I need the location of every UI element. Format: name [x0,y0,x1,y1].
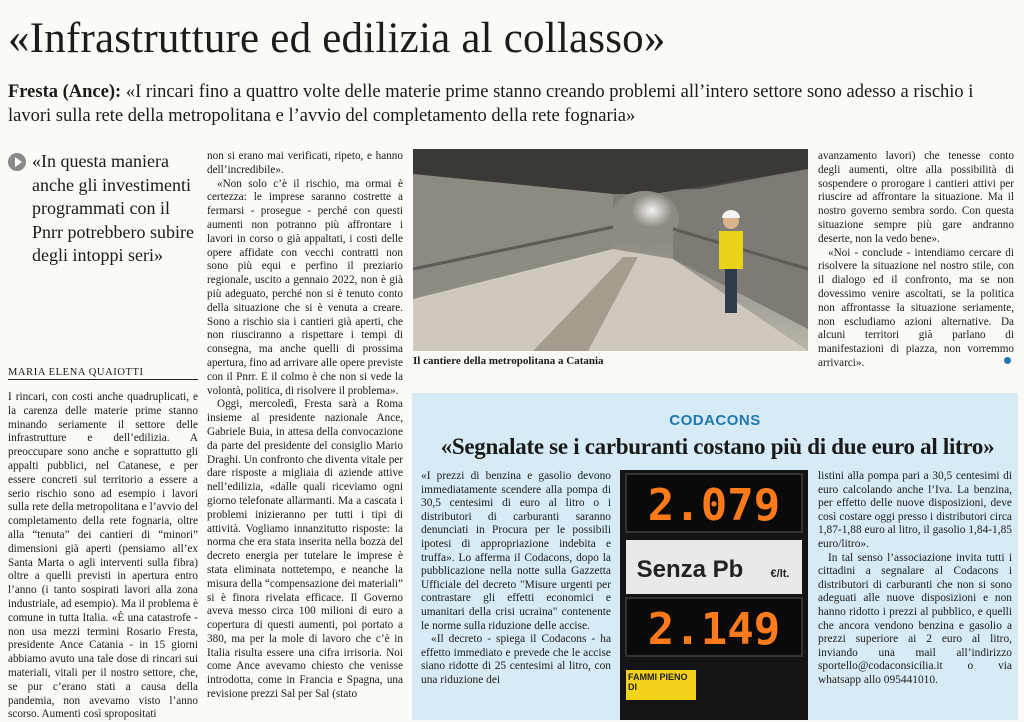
article-column-2 [207,150,403,702]
sidebar-column-2 [818,470,1012,688]
price-unit: €/lt. [770,568,790,580]
paragraph: non si erano mai verificati, ripeto, e hanno dell’incredibile». [207,150,403,176]
sidebar-column-1 [421,470,611,688]
paragraph: «Noi - conclude - intendiamo cercare di risolvere la situazione nel nostro stile, con il dialogo ed il confronto, ma se non dovessimo venire ascoltati, se la politica non affrontasse la situazione seriamente, non escludiamo azioni alternative. Da alcuni territori già parlano di manifestazioni di piazza, non vorremmo arrivarci». [818,246,1014,369]
arrow-bullet-icon [8,153,26,171]
byline: MARIA ELENA QUAIOTTI [8,367,198,380]
paragraph: «Non solo c’è il rischio, ma ormai è certezza: le imprese saranno costrette a fermarsi - prosegue - perché con questi aumenti non potranno più affrontare i lavori in corso o già appaltati, i costi delle opere affidate con vecchi contratti non sono più equi e perfino il preziario regionale, uscito a gennaio 2022, non è già più adeguato, perché non si è tenuto conto della situazione che si è venuta a creare. Sono a rischio sia i cantieri già aperti, che non riusciranno a rispettare i tempi di consegna, ma anche quelli di prossima apertura, fino ad arrivare alle opere previste con il Pnrr. E il colmo è che non si vede la volontà, politica, di risolvere il problema». [207,177,403,397]
end-mark-icon [1004,357,1011,364]
photo-caption: Il cantiere della metropolitana a Catania [413,355,604,367]
paragraph: In tal senso l’associazione invita tutti i cittadini a segnalare al Codacons i distributori di carburanti che non si sono adeguati alle nuove disposizioni e non hanno ridotto i prezzi al pubblico, e quelli che ancora vendono benzina e gasolio a prezzi superiore ai 2 euro al litro, inviando una mail all’indirizzo sportello@codaconsicilia.it o via whatsapp allo 095441010. [818,551,1012,686]
article-column-1 [8,391,198,722]
deck-text: «I rincari fino a quattro volte delle materie prime stanno creando problemi all’intero settore sono adesso a rischio i lavori sulla rete della metropolitana e l’avvio del completamento della rete fognaria» [8,82,974,126]
pull-quote-text: «In questa maniera anche gli investimenti programmati con il Pnrr potrebbero subire degli intoppi seri» [32,151,194,265]
deck-speaker: Fresta (Ance): [8,82,122,102]
paragraph: I rincari, con costi anche quadruplicati, e la carenza delle materie prime stanno minando seriamente il settore delle infrastrutture e dell’edilizia. A preoccupare sono anche e soprattutto gli appalti pubblici, nel Catanese, e per essere concreti sul territorio a essere a serio rischio sono ad esempio i lavori sulla rete della metropolitana e l’avvio del completamento della rete fognaria, oltre alla “tenuta” dei cantieri di “minori” dimensioni già aperti (pensiamo all’ex Santa Marta o agli interventi sulla fibra) oltre a quelli previsti in apertura entro l’anno (i tanto sospirati lavori alla zona industriale, ad esempio). Ma il problema è comune in tutta Italia. «È una catastrofe - non usa mezzi termini Rosario Fresta, presidente Ance Catania - in 15 giorni abbiamo avuto una tale dose di rincari sui materiali, vitali per il nostro settore, che, se pur c’erano stati a causa della pandemia, non avevamo visto l’anno scorso. Aumenti così spropositati [8,391,198,721]
paragraph: «Il decreto - spiega il Codacons - ha effetto immediato e prevede che le accise siano ridotte di 25 centesimi al litro, con una riduzione dei [421,633,611,686]
sidebar-kicker: CODACONS [669,412,761,429]
paragraph: listini alla pompa pari a 30,5 centesimi di euro calcolando anche l’Iva. La benzina, per effetto delle nuove disposizioni, deve così costare oggi presso i distributori circa 1,87-1,88 euro al litro, il gasolio 1,84-1,85 euro/litro». [818,470,1012,550]
fuel-price-sign-photo [620,470,808,720]
price-bottom: 2.149 [647,604,781,655]
article-headline: «Infrastrutture ed edilizia al collasso» [8,15,666,62]
sign-text: FAMMI PIENO DI [628,672,688,692]
sidebar-headline: «Segnalate se i carburanti costano più di due euro al litro» [440,434,995,459]
article-column-4 [818,150,1014,371]
price-top: 2.079 [647,480,781,531]
price-label: Senza Pb [636,556,744,583]
paragraph: Oggi, mercoledì, Fresta sarà a Roma insieme al presidente nazionale Ance, Gabriele Buia, in attesa della convocazione da parte del presidente del consiglio Mario Draghi. Un confronto che diventa vitale per dare risposte a migliaia di aziende attive nell’edilizia, «dalle quali riceviamo ogni giorno telefonate allarmanti. Ma a cascata i problemi inizieranno per tutti i tipi di attività. Vogliamo innanzitutto risposte: la norma che era stata inserita nella bozza del decreto energia per tutelare le imprese è stata eliminata nottetempo, e neanche la misura della “compensazione dei materiali” si è finora rivelata efficace. Il Governo aveva messo circa 100 milioni di euro a copertura di questi aumenti, poi portato a 380, ma per la mole di lavoro che c’è in Italia risulta essere una cifra irrisoria. Noi come Ance avevamo chiesto che venisse introdotta, come in Francia e Spagna, una revisione prezzi Sal per Sal (stato [207,398,403,701]
paragraph: avanzamento lavori) che tenesse conto degli aumenti, oltre alla possibilità di sospendere o prorogare i cantieri attivi per riuscire ad affrontare la situazione. Ma il nostro governo sembra sordo. Con questa situazione sempre più gare andranno deserte, non la vedo bene». [818,150,1014,245]
paragraph: «I prezzi di benzina e gasolio devono immediatamente scendere alla pompa di 30,5 centesimi di euro al litro o i distributori di carburanti saranno denunciati in Procura per le possibili ipotesi di appropriazione indebita e truffa». Lo afferma il Codacons, dopo la pubblicazione nella notte sulla Gazzetta Ufficiale del decreto "Misure urgenti per contrastare gli effetti economici e umanitari della crisi ucraina" contenente le norme sulla riduzione delle accise. [421,470,611,632]
metro-construction-photo [413,149,808,351]
pull-quote [8,150,196,268]
article-deck [8,80,1018,128]
